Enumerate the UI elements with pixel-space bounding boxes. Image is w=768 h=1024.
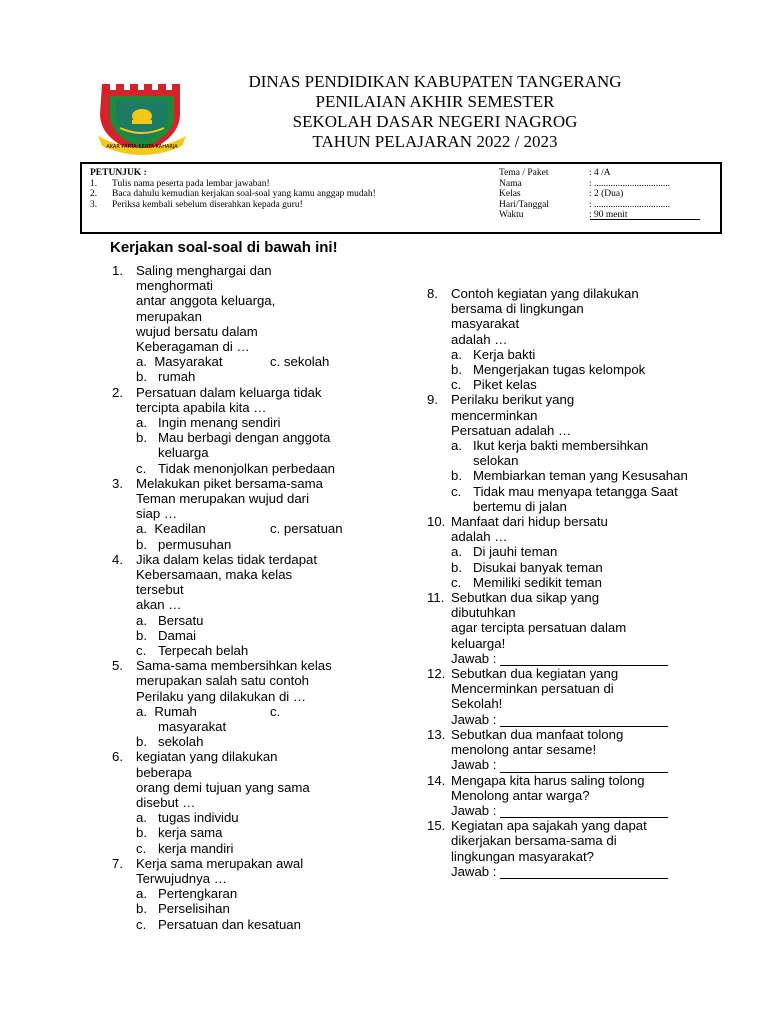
school-district-logo: [92, 78, 192, 160]
answer-option-row: [136, 354, 374, 369]
answer-blank: [500, 653, 668, 666]
questions-column-right: [427, 286, 689, 879]
question-item: [427, 514, 689, 590]
question-number: 5.: [112, 658, 123, 674]
option-text: Tidak mau menyapa tetangga Saat bertemu di jalan: [473, 483, 678, 514]
question-number: 8.: [427, 286, 438, 301]
answer-option: [136, 719, 374, 734]
question-number: 7.: [112, 855, 123, 871]
answer-label: Jawab :: [451, 650, 501, 666]
question-text-line: Persatuan adalah …: [451, 422, 572, 438]
answer-option: [136, 810, 374, 825]
header-exam-name: PENILAIAN AKHIR SEMESTER: [315, 92, 555, 111]
question-text-line: adalah …: [451, 331, 508, 347]
petunjuk-title: PETUNJUK :: [90, 168, 147, 178]
answer-option: [136, 825, 374, 840]
option-text: Mau berbagi dengan anggota keluarga: [158, 430, 331, 461]
answer-option: [451, 347, 689, 362]
option-text: Ingin menang sendiri: [158, 415, 281, 431]
question-text-line: keluarga!: [451, 635, 506, 651]
question-number: 2.: [112, 384, 123, 400]
question-text-line: Teman merupakan wujud dari: [136, 491, 309, 507]
answer-option: [136, 901, 374, 916]
option-text: Tidak menonjolkan perbedaan: [158, 460, 335, 476]
option-text: Kerja bakti: [473, 346, 536, 362]
question-number: 3.: [112, 475, 123, 491]
answer-option: [451, 575, 689, 590]
option-letter: b.: [136, 901, 147, 917]
option-text: Ikut kerja bakti membersihkan selokan: [473, 438, 649, 469]
option-letter: a.: [136, 810, 147, 826]
option-text: Bersatu: [158, 612, 204, 628]
info-divider: [590, 219, 700, 220]
option-letter: b.: [136, 430, 147, 446]
question-text-line: Sama-sama membersihkan kelas: [136, 658, 332, 674]
option-text: masyarakat: [158, 719, 227, 735]
answer-option: [136, 734, 374, 749]
answer-option: [136, 415, 374, 430]
question-number: 9.: [427, 392, 438, 408]
option-text: tugas individu: [158, 810, 239, 826]
question-text-line: Saling menghargai dan: [136, 263, 272, 278]
answer-option: a. Masyarakat: [136, 354, 223, 370]
answer-option: [451, 560, 689, 575]
document-header: [200, 72, 670, 152]
answer-label: Jawab :: [451, 711, 501, 727]
option-letter: c.: [451, 377, 462, 393]
question-text-line: Kerja sama merupakan awal: [136, 855, 304, 871]
answer-line: [451, 864, 689, 879]
answer-line: [451, 651, 689, 666]
option-text: Mengerjakan tugas kelompok: [473, 362, 646, 378]
question-item: [427, 666, 689, 727]
question-text-line: menghormati: [136, 278, 213, 294]
answer-blank: [500, 760, 668, 773]
question-item: [427, 818, 689, 879]
option-letter: c.: [451, 483, 462, 499]
option-letter: b.: [136, 825, 147, 841]
question-text-line: siap …: [136, 506, 178, 522]
answer-option: [136, 643, 374, 658]
option-text: Di jauhi teman: [473, 544, 558, 560]
question-text-line: masyarakat: [451, 316, 520, 332]
section-instruction: Kerjakan soal-soal di bawah ini!: [110, 239, 338, 256]
question-text-line: orang demi tujuan yang sama: [136, 779, 310, 795]
option-letter: b.: [136, 369, 147, 385]
question-text-line: wujud bersatu dalam: [136, 323, 258, 339]
answer-line: [451, 757, 689, 772]
question-text-line: merupakan: [136, 308, 202, 324]
question-text-line: beberapa: [136, 764, 192, 780]
question-text-line: tercipta apabila kita …: [136, 399, 267, 415]
question-text-line: Sebutkan dua sikap yang: [451, 590, 600, 606]
question-text-line: lingkungan masyarakat?: [451, 848, 594, 864]
question-number: 15.: [427, 818, 446, 834]
answer-option: [451, 438, 689, 468]
question-text-line: disebut …: [136, 795, 196, 811]
question-item: [112, 658, 374, 749]
header-school: SEKOLAH DASAR NEGERI NAGROG: [292, 112, 578, 131]
answer-option: a. Rumah: [136, 703, 197, 719]
question-text-line: Kebersamaan, maka kelas: [136, 567, 293, 583]
question-text-line: tersebut: [136, 582, 184, 598]
option-text: rumah: [158, 369, 196, 385]
question-text-line: Persatuan dalam keluarga tidak: [136, 384, 322, 400]
option-letter: a.: [136, 415, 147, 431]
question-item: [112, 749, 374, 855]
answer-label: Jawab :: [451, 757, 501, 773]
answer-option: [136, 886, 374, 901]
question-number: 14.: [427, 772, 446, 788]
option-text: Membiarkan teman yang Kesusahan: [473, 468, 688, 484]
instructions-box: PETUNJUK : 1. Tulis nama peserta pada lembar jawaban! 2. Baca dahulu kemudian kerjakan soal-soal yang kamu anggap mudah! 3. Periksa kembali sebelum diserahkan kepada guru! Tema / Paket : 4 /A Nama : ................................ Kelas : 2 (Dua) Hari/Tanggal : ................................ Waktu : 90 menit: [80, 162, 722, 234]
header-agency: DINAS PENDIDIKAN KABUPATEN TANGERANG: [248, 72, 622, 91]
question-number: 1.: [112, 263, 123, 278]
question-number: 12.: [427, 666, 446, 682]
question-number: 11.: [427, 590, 445, 606]
option-letter: b.: [451, 362, 462, 378]
answer-option: [451, 544, 689, 559]
question-item: [112, 856, 374, 932]
question-text-line: antar anggota keluarga,: [136, 293, 276, 309]
option-letter: b.: [136, 734, 147, 750]
question-text-line: Melakukan piket bersama-sama: [136, 475, 323, 491]
question-text-line: Contoh kegiatan yang dilakukan: [451, 286, 639, 301]
answer-label: Jawab :: [451, 802, 501, 818]
answer-option: [136, 613, 374, 628]
question-text-line: Kegiatan apa sajakah yang dapat: [451, 818, 647, 834]
question-item: [427, 773, 689, 819]
question-text-line: menolong antar sesame!: [451, 742, 597, 758]
option-letter: c.: [136, 460, 147, 476]
question-text-line: Sekolah!: [451, 696, 503, 712]
answer-label: Jawab :: [451, 863, 501, 879]
option-letter: b.: [136, 627, 147, 643]
answer-line: [451, 712, 689, 727]
option-letter: c.: [136, 840, 147, 856]
answer-option: c.: [270, 703, 281, 719]
question-number: 6.: [112, 749, 123, 765]
answer-option: [136, 430, 374, 460]
option-text: kerja mandiri: [158, 840, 234, 856]
option-letter: c.: [136, 643, 147, 659]
answer-option: [136, 461, 374, 476]
option-text: Terpecah belah: [158, 643, 249, 659]
petunjuk-list: [90, 168, 376, 210]
question-text-line: Menolong antar warga?: [451, 787, 590, 803]
question-number: 10.: [427, 514, 446, 530]
question-text-line: Sebutkan dua kegiatan yang: [451, 666, 619, 682]
option-text: Piket kelas: [473, 377, 537, 393]
question-text-line: Perilaku yang dilakukan di …: [136, 688, 307, 704]
answer-option: [136, 917, 374, 932]
petunjuk-item: 3. Periksa kembali sebelum diserahkan kepada guru!: [90, 199, 303, 210]
question-text-line: Terwujudnya …: [136, 871, 227, 887]
question-item: [427, 286, 689, 392]
answer-option: c. sekolah: [270, 354, 330, 370]
option-letter: b.: [451, 468, 462, 484]
option-letter: a.: [136, 886, 147, 902]
question-text-line: merupakan salah satu contoh: [136, 673, 310, 689]
question-number: 13.: [427, 726, 446, 742]
answer-option: [136, 841, 374, 856]
question-item: [112, 552, 374, 658]
header-academic-year: TAHUN PELAJARAN 2022 / 2023: [312, 132, 558, 151]
option-text: Persatuan dan kesatuan: [158, 916, 301, 932]
question-item: [427, 727, 689, 773]
question-text-line: Mencerminkan persatuan di: [451, 681, 614, 697]
option-letter: c.: [451, 574, 462, 590]
answer-option-row: [136, 704, 374, 719]
answer-option: a. Keadilan: [136, 521, 206, 537]
answer-option: [451, 484, 689, 514]
option-letter: a.: [451, 544, 462, 560]
question-item: [112, 385, 374, 476]
answer-option: c. persatuan: [270, 521, 343, 537]
question-text-line: agar tercipta persatuan dalam: [451, 620, 627, 636]
question-text-line: mencerminkan: [451, 407, 538, 423]
answer-option: [136, 537, 374, 552]
questions-column-left: [112, 263, 374, 932]
answer-option: [136, 628, 374, 643]
answer-blank: [500, 805, 668, 818]
question-text-line: Perilaku berikut yang: [451, 392, 575, 408]
question-text-line: kegiatan yang dilakukan: [136, 749, 278, 765]
question-text-line: Jika dalam kelas tidak terdapat: [136, 551, 318, 567]
question-text-line: adalah …: [451, 529, 508, 545]
question-text-line: Sebutkan dua manfaat tolong: [451, 726, 624, 742]
option-letter: b.: [136, 536, 147, 552]
question-text-line: bersama di lingkungan: [451, 301, 584, 317]
petunjuk-item: 2. Baca dahulu kemudian kerjakan soal-soal yang kamu anggap mudah!: [90, 189, 376, 199]
question-text-line: Mengapa kita harus saling tolong: [451, 772, 645, 788]
question-text-line: dikerjakan bersama-sama di: [451, 833, 617, 849]
question-text-line: akan …: [136, 597, 182, 613]
logo-motto: AKAR PARTA KERTA RAHARJA: [106, 144, 178, 150]
question-item: [427, 392, 689, 514]
option-text: Disukai banyak teman: [473, 559, 603, 575]
option-letter: c.: [136, 916, 147, 932]
option-text: Memiliki sedikit teman: [473, 574, 602, 590]
answer-line: [451, 803, 689, 818]
answer-blank: [500, 714, 668, 727]
option-letter: b.: [451, 559, 462, 575]
option-letter: a.: [136, 612, 147, 628]
question-item: [112, 476, 374, 552]
answer-blank: [500, 866, 668, 879]
question-number: 4.: [112, 551, 123, 567]
option-text: Perselisihan: [158, 901, 230, 917]
option-text: permusuhan: [158, 536, 232, 552]
option-text: sekolah: [158, 734, 204, 750]
answer-option-row: [136, 521, 374, 536]
question-item: [427, 590, 689, 666]
option-text: kerja sama: [158, 825, 223, 841]
answer-option: [451, 377, 689, 392]
question-text-line: Manfaat dari hidup bersatu: [451, 514, 608, 530]
answer-option: [451, 362, 689, 377]
option-text: Damai: [158, 627, 197, 643]
question-item: [112, 263, 374, 385]
option-letter: a.: [451, 346, 462, 362]
answer-option: [136, 369, 374, 384]
petunjuk-item: 1. Tulis nama peserta pada lembar jawaban!: [90, 178, 270, 189]
question-text-line: dibutuhkan: [451, 605, 516, 621]
answer-option: [451, 468, 689, 483]
option-text: Pertengkaran: [158, 886, 238, 902]
question-text-line: Keberagaman di …: [136, 339, 250, 355]
option-letter: a.: [451, 438, 462, 454]
